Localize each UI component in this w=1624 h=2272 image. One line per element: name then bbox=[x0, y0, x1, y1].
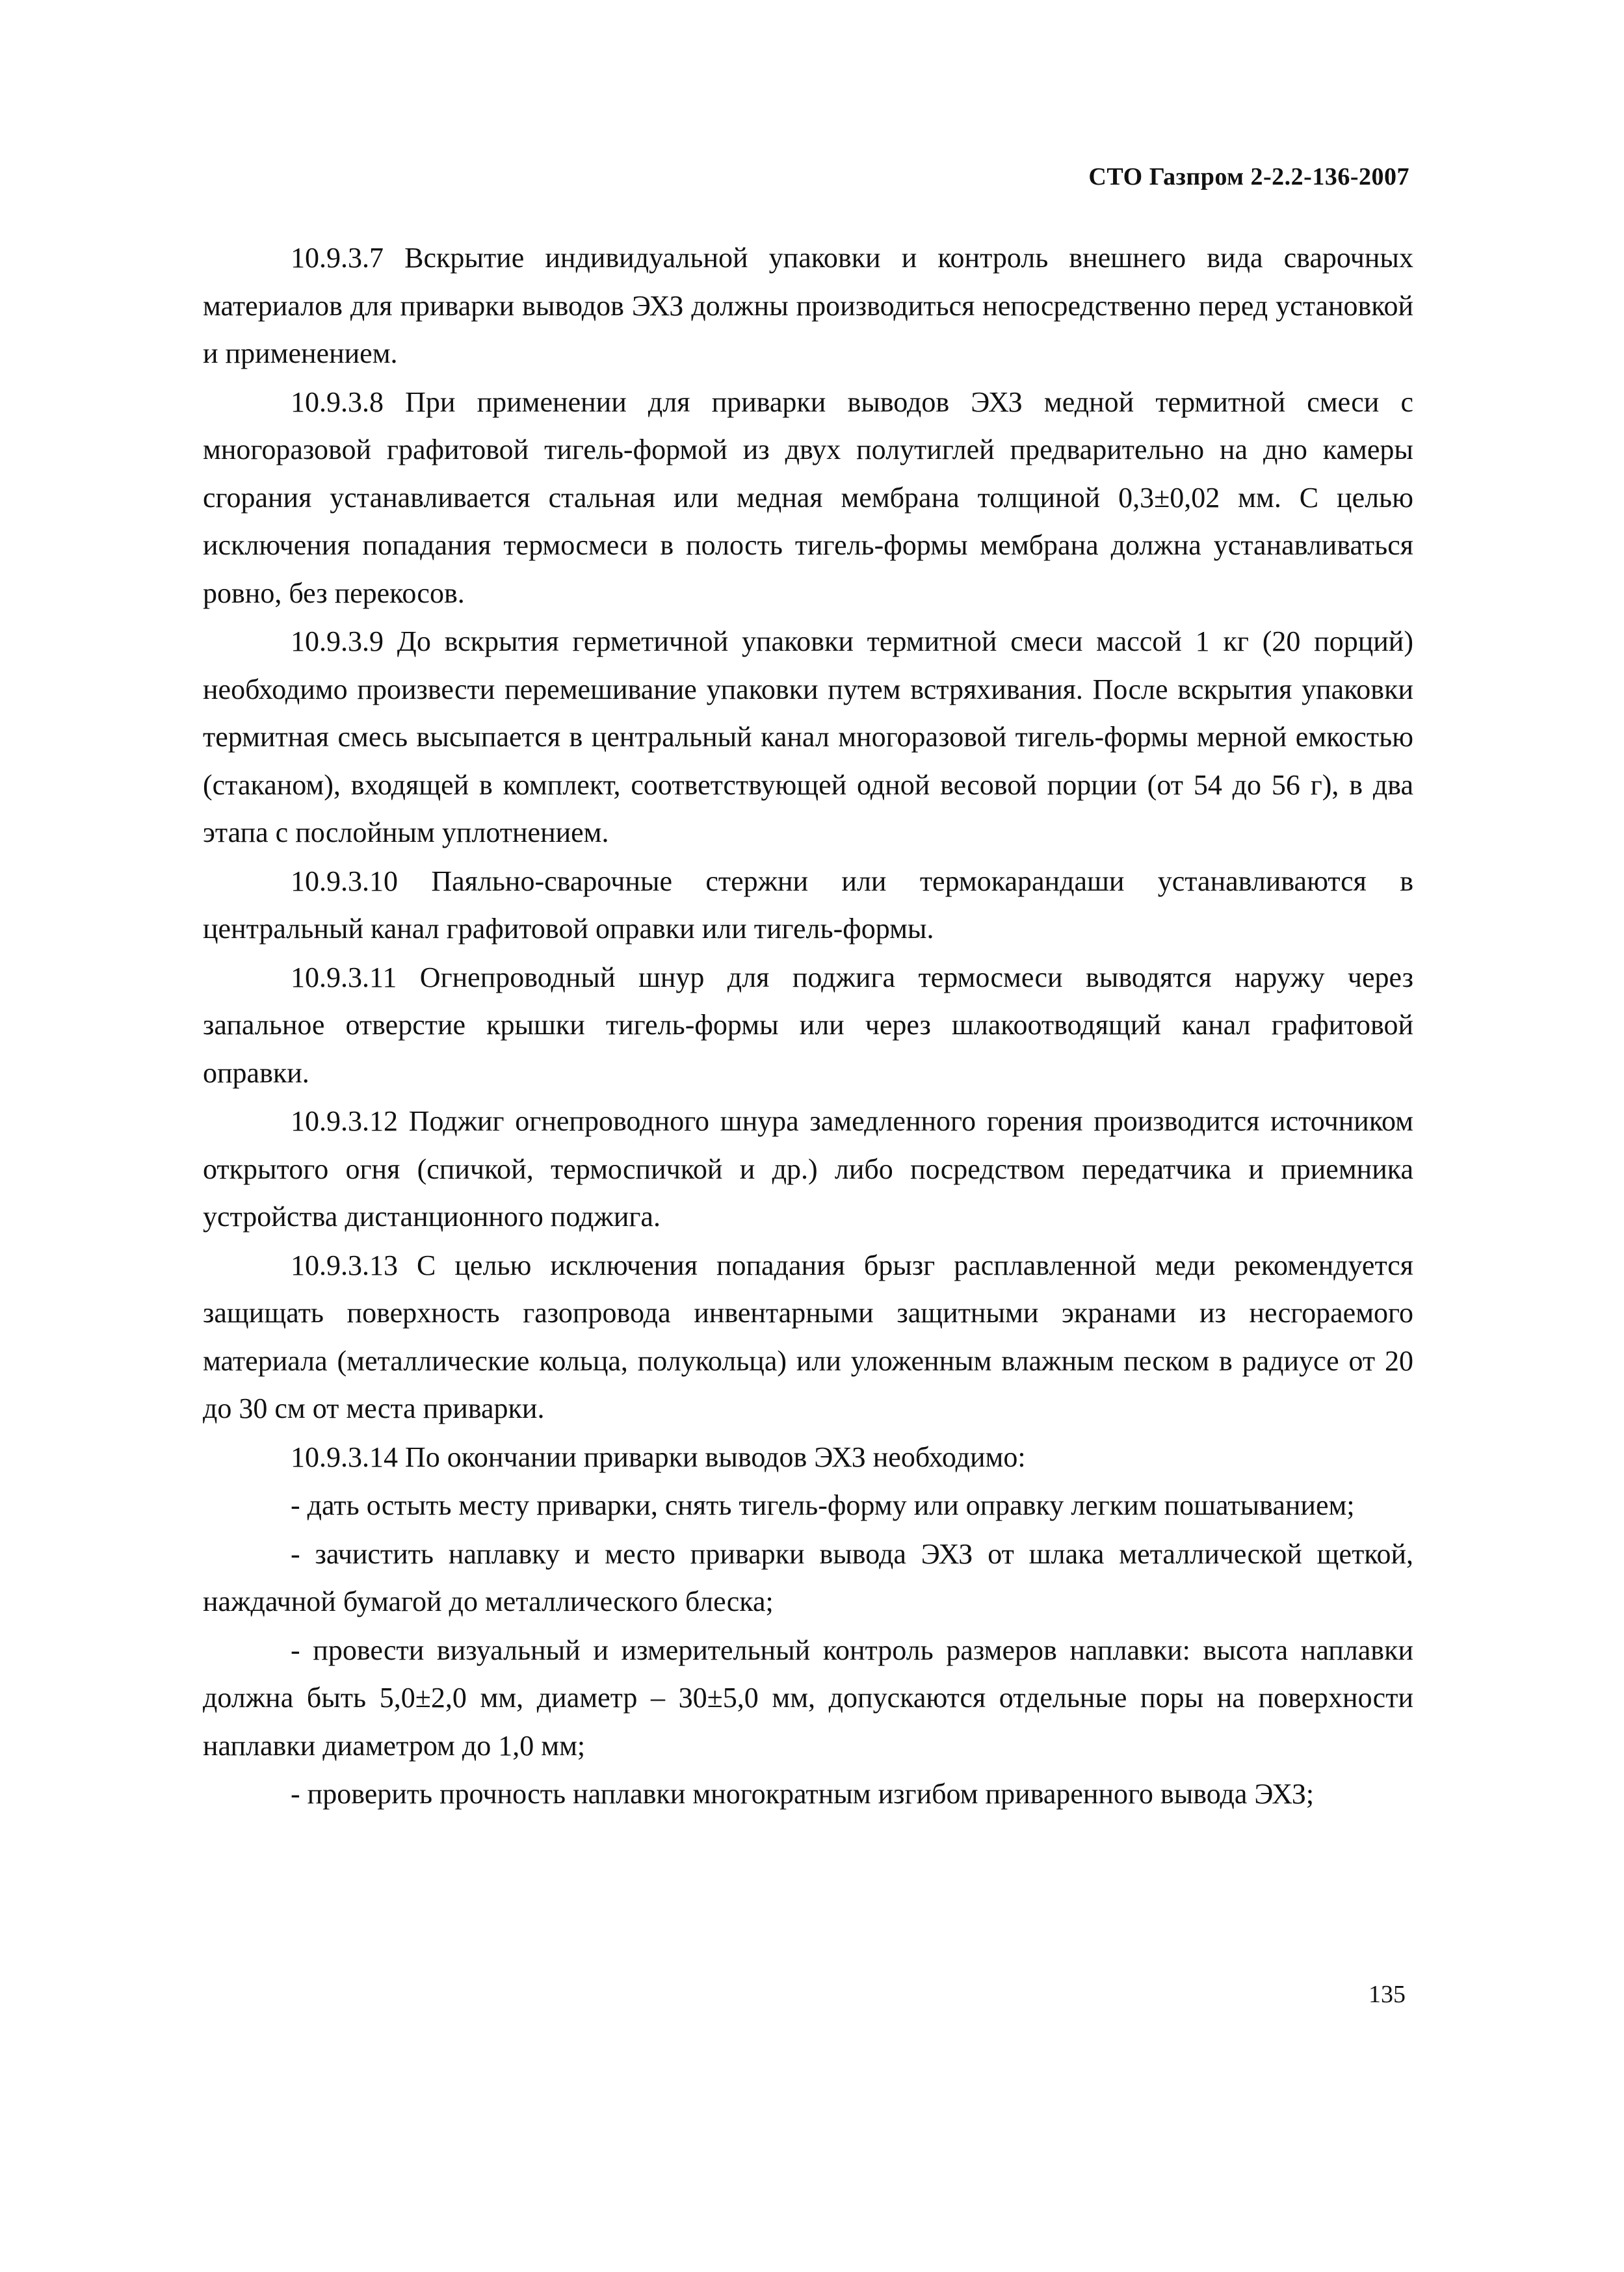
list-item-cleaning: - зачистить наплавку и место приварки вывода ЭХЗ от шлака металлической щеткой, наждачной бумагой до металлического блеска; bbox=[203, 1537, 1413, 1617]
paragraph-10-9-3-9: 10.9.3.9 До вскрытия герметичной упаковки термитной смеси массой 1 кг (20 порций) необходимо произвести перемешивание упаковки путем встряхивания. После вскрытия упаковки термитная смесь высыпается в центральный канал многоразовой тигель-формы мерной емкостью (стаканом), входящей в комплект, соответствующей одной весовой порции (от 54 до 56 г), в два этапа с послойным уплотнением. bbox=[203, 625, 1413, 848]
document-header: СТО Газпром 2-2.2-136-2007 bbox=[1088, 163, 1409, 190]
paragraph-10-9-3-7: 10.9.3.7 Вскрытие индивидуальной упаковки и контроль внешнего вида сварочных материалов для приварки выводов ЭХЗ должны производиться непосредственно перед установкой и применением. bbox=[203, 242, 1413, 369]
list-item-strength-check: - проверить прочность наплавки многократным изгибом приваренного вывода ЭХЗ; bbox=[291, 1778, 1315, 1810]
paragraph-10-9-3-10: 10.9.3.10 Паяльно-сварочные стержни или термокарандаши устанавливаются в центральный канал графитовой оправки или тигель-формы. bbox=[203, 865, 1413, 945]
paragraph-10-9-3-12: 10.9.3.12 Поджиг огнепроводного шнура замедленного горения производится источником открытого огня (спичкой, термоспичкой и др.) либо посредством передатчика и приемника устройства дистанционного поджига. bbox=[203, 1105, 1413, 1233]
list-item-inspection: - провести визуальный и измерительный контроль размеров наплавки: высота наплавки должна быть 5,0±2,0 мм, диаметр – 30±5,0 мм, допускаются отдельные поры на поверхности наплавки диаметром до 1,0 мм; bbox=[203, 1634, 1413, 1762]
paragraph-10-9-3-8: 10.9.3.8 При применении для приварки выводов ЭХЗ медной термитной смеси с многоразовой графитовой тигель-формой из двух полутиглей предварительно на дно камеры сгорания устанавливается стальная или медная мембрана толщиной 0,3±0,02 мм. С целью исключения попадания термосмеси в полость тигель-формы мембрана должна устанавливаться ровно, без перекосов. bbox=[203, 385, 1413, 609]
paragraph-10-9-3-11: 10.9.3.11 Огнепроводный шнур для поджига термосмеси выводятся наружу через запальное отверстие крышки тигель-формы или через шлакоотводящий канал графитовой оправки. bbox=[203, 961, 1413, 1089]
page-number: 135 bbox=[1369, 1981, 1406, 2008]
list-item-cooling: - дать остыть месту приварки, снять тигель-форму или оправку легким пошатыванием; bbox=[291, 1489, 1355, 1521]
document-body bbox=[203, 234, 1413, 1819]
paragraph-10-9-3-14: 10.9.3.14 По окончании приварки выводов ЭХЗ необходимо: bbox=[291, 1441, 1026, 1473]
paragraph-10-9-3-13: 10.9.3.13 С целью исключения попадания брызг расплавленной меди рекомендуется защищать поверхность газопровода инвентарными защитными экранами из несгораемого материала (металлические кольца, полукольца) или уложенным влажным песком в радиусе от 20 до 30 см от места приварки. bbox=[203, 1249, 1413, 1424]
